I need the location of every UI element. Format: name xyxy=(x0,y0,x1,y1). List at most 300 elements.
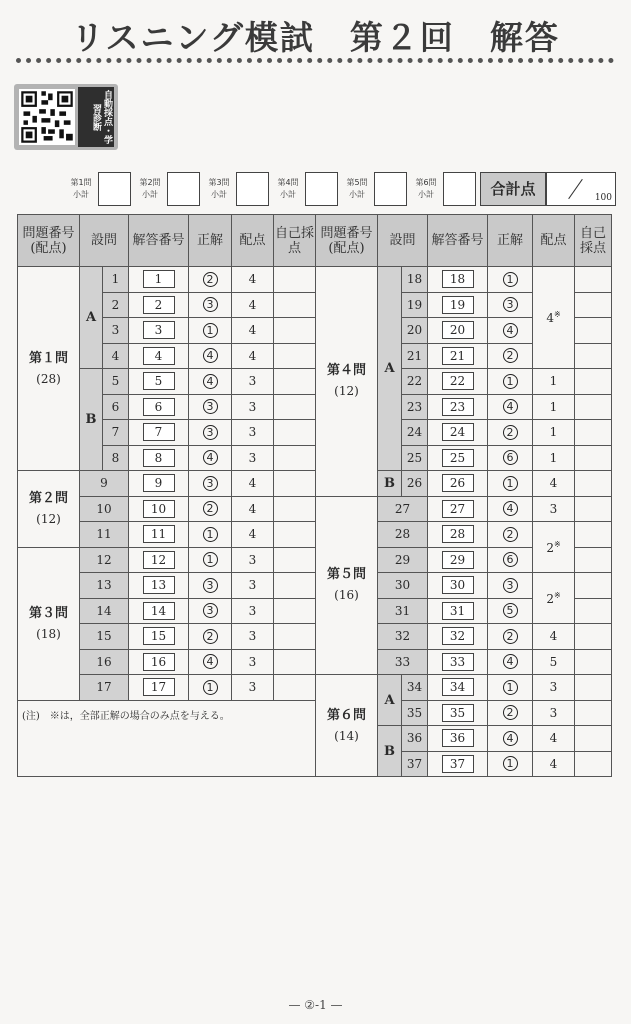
points-cell: 5 xyxy=(533,649,575,675)
self-score-cell[interactable] xyxy=(274,292,316,318)
answer-no-box: 2 xyxy=(143,296,175,314)
points-value: 2 xyxy=(546,540,554,555)
answer-no-box: 30 xyxy=(442,576,474,594)
self-score-cell[interactable] xyxy=(274,598,316,624)
correct-cell xyxy=(488,318,533,344)
answer-no-box: 19 xyxy=(442,296,474,314)
answer-no-box: 7 xyxy=(143,423,175,441)
self-score-cell[interactable] xyxy=(274,573,316,599)
table-row xyxy=(18,496,612,522)
question-no: 37 xyxy=(402,751,428,777)
answer-no-cell xyxy=(129,624,189,650)
question-no: 34 xyxy=(402,675,428,701)
correct-cell xyxy=(189,420,232,446)
header-answer-no: 解答番号 xyxy=(428,215,488,267)
points-cell: 3 xyxy=(232,624,274,650)
self-score-cell[interactable] xyxy=(575,624,612,650)
correct-answer-circle: 4 xyxy=(203,374,218,389)
correct-cell xyxy=(189,675,232,701)
question-no: 21 xyxy=(402,343,428,369)
correct-cell xyxy=(189,445,232,471)
correct-answer-circle: 3 xyxy=(203,476,218,491)
points-cell: 3 xyxy=(232,547,274,573)
self-score-cell[interactable] xyxy=(575,522,612,548)
self-score-cell[interactable] xyxy=(274,624,316,650)
answer-no-cell xyxy=(428,547,488,573)
answer-no-cell xyxy=(428,496,488,522)
correct-answer-circle: 1 xyxy=(503,680,518,695)
correct-cell xyxy=(189,292,232,318)
sub-cell: B xyxy=(378,726,402,777)
self-score-cell[interactable] xyxy=(274,267,316,293)
correct-cell xyxy=(488,675,533,701)
qr-code-icon[interactable] xyxy=(19,89,75,145)
subtotal-box-6[interactable] xyxy=(443,172,476,206)
sub-cell: A xyxy=(378,267,402,471)
answer-no-cell xyxy=(428,573,488,599)
correct-answer-circle: 6 xyxy=(503,552,518,567)
correct-cell xyxy=(189,598,232,624)
answer-no-box: 16 xyxy=(143,653,175,671)
self-score-cell[interactable] xyxy=(575,292,612,318)
question-no: 35 xyxy=(402,700,428,726)
answer-no-cell xyxy=(129,496,189,522)
self-score-cell[interactable] xyxy=(274,471,316,497)
table-row xyxy=(18,573,612,599)
answer-no-cell xyxy=(428,471,488,497)
self-score-cell[interactable] xyxy=(575,649,612,675)
points-cell: 4 xyxy=(232,267,274,293)
subtotal-label-5: 第5問 小計 xyxy=(346,178,368,199)
note-text: (注) ※は，全部正解の場合のみ点を与える。 xyxy=(22,710,230,722)
answer-no-box: 4 xyxy=(143,347,175,365)
group-cell-2 xyxy=(18,471,80,548)
self-score-cell[interactable] xyxy=(575,394,612,420)
answer-no-cell xyxy=(129,394,189,420)
points-cell: 1 xyxy=(533,394,575,420)
self-score-cell[interactable] xyxy=(274,649,316,675)
correct-cell xyxy=(488,547,533,573)
points-cell: 3 xyxy=(232,573,274,599)
group-cell-6 xyxy=(316,675,378,777)
answer-no-box: 37 xyxy=(442,755,474,773)
sub-cell: B xyxy=(80,369,103,471)
answer-no-cell xyxy=(428,318,488,344)
table-row xyxy=(18,420,612,446)
self-score-cell[interactable] xyxy=(575,573,612,599)
answer-no-cell xyxy=(428,726,488,752)
question-no: 22 xyxy=(402,369,428,395)
self-score-cell[interactable] xyxy=(274,675,316,701)
question-no: 10 xyxy=(80,496,129,522)
question-no: 26 xyxy=(402,471,428,497)
self-score-cell[interactable] xyxy=(575,471,612,497)
answer-no-cell xyxy=(129,675,189,701)
answer-no-box: 22 xyxy=(442,372,474,390)
answer-no-box: 36 xyxy=(442,729,474,747)
answer-no-cell xyxy=(129,445,189,471)
group-name: 第１問 xyxy=(28,350,68,366)
answer-no-box: 10 xyxy=(143,500,175,518)
correct-cell xyxy=(189,547,232,573)
table-row xyxy=(18,624,612,650)
answer-no-box: 26 xyxy=(442,474,474,492)
table-row xyxy=(18,471,612,497)
points-cell xyxy=(533,522,575,573)
note-cell xyxy=(18,700,316,777)
answer-no-box: 1 xyxy=(143,270,175,288)
question-no: 30 xyxy=(378,573,428,599)
correct-cell xyxy=(488,700,533,726)
correct-answer-circle: 3 xyxy=(203,297,218,312)
points-cell: 4 xyxy=(533,624,575,650)
answer-no-cell xyxy=(129,292,189,318)
qr-block[interactable] xyxy=(14,84,118,150)
answer-no-box: 25 xyxy=(442,449,474,467)
correct-answer-circle: 2 xyxy=(503,348,518,363)
answer-no-cell xyxy=(129,522,189,548)
correct-answer-circle: 1 xyxy=(503,374,518,389)
header-question: 問題番号(配点) xyxy=(18,215,80,267)
correct-cell xyxy=(488,420,533,446)
points-cell: 3 xyxy=(232,598,274,624)
correct-cell xyxy=(488,624,533,650)
table-row xyxy=(18,598,612,624)
correct-answer-circle: 3 xyxy=(203,578,218,593)
answer-no-cell xyxy=(129,471,189,497)
answer-no-cell xyxy=(428,598,488,624)
correct-cell xyxy=(488,343,533,369)
correct-answer-circle: 3 xyxy=(503,297,518,312)
correct-cell xyxy=(488,598,533,624)
self-score-cell[interactable] xyxy=(575,751,612,777)
answer-no-cell xyxy=(428,369,488,395)
answer-no-box: 12 xyxy=(143,551,175,569)
table-row xyxy=(18,292,612,318)
correct-answer-circle: 4 xyxy=(503,501,518,516)
subtotal-box-5[interactable] xyxy=(374,172,407,206)
correct-cell xyxy=(488,292,533,318)
self-score-cell[interactable] xyxy=(274,420,316,446)
group-points: (28) xyxy=(36,371,61,386)
points-cell: 4 xyxy=(533,751,575,777)
correct-cell xyxy=(189,394,232,420)
question-no: 15 xyxy=(80,624,129,650)
answer-no-box: 20 xyxy=(442,321,474,339)
points-cell: 4 xyxy=(232,292,274,318)
points-cell: 1 xyxy=(533,445,575,471)
points-cell: 3 xyxy=(232,394,274,420)
self-score-cell[interactable] xyxy=(575,496,612,522)
answer-no-box: 21 xyxy=(442,347,474,365)
answer-no-cell xyxy=(428,751,488,777)
self-score-cell[interactable] xyxy=(575,267,612,293)
correct-answer-circle: 1 xyxy=(203,527,218,542)
correct-answer-circle: 3 xyxy=(503,578,518,593)
answer-no-cell xyxy=(129,369,189,395)
group-name: 第５問 xyxy=(326,567,366,583)
answer-no-box: 34 xyxy=(442,678,474,696)
correct-cell xyxy=(488,369,533,395)
self-score-cell[interactable] xyxy=(274,547,316,573)
group-name: 第６問 xyxy=(326,707,366,723)
sub-cell: B xyxy=(378,471,402,497)
correct-cell xyxy=(488,726,533,752)
group-points: (12) xyxy=(334,384,359,399)
table-row xyxy=(18,547,612,573)
question-no: 5 xyxy=(103,369,129,395)
correct-answer-circle: 4 xyxy=(503,323,518,338)
subtotal-label-2: 第2問 小計 xyxy=(139,178,161,199)
points-cell: 1 xyxy=(533,369,575,395)
points-cell: 4 xyxy=(533,726,575,752)
answer-no-cell xyxy=(428,343,488,369)
subtotal-label-4: 第4問 小計 xyxy=(277,178,299,199)
group-cell-1 xyxy=(18,267,80,471)
answer-no-box: 17 xyxy=(143,678,175,696)
answer-no-cell xyxy=(129,318,189,344)
correct-answer-circle: 2 xyxy=(503,629,518,644)
answer-no-cell xyxy=(428,624,488,650)
table-row xyxy=(18,649,612,675)
question-no: 19 xyxy=(402,292,428,318)
answer-no-cell xyxy=(428,267,488,293)
answer-no-box: 15 xyxy=(143,627,175,645)
self-score-cell[interactable] xyxy=(575,420,612,446)
self-score-cell[interactable] xyxy=(575,547,612,573)
answer-no-cell xyxy=(428,700,488,726)
answer-no-cell xyxy=(428,675,488,701)
answer-no-box: 6 xyxy=(143,398,175,416)
answer-no-box: 3 xyxy=(143,321,175,339)
answer-no-box: 29 xyxy=(442,551,474,569)
self-score-cell[interactable] xyxy=(575,675,612,701)
correct-answer-circle: 6 xyxy=(503,450,518,465)
correct-cell xyxy=(488,471,533,497)
question-no: 9 xyxy=(80,471,129,497)
self-score-cell[interactable] xyxy=(274,522,316,548)
points-cell: 4 xyxy=(533,471,575,497)
question-no: 13 xyxy=(80,573,129,599)
correct-answer-circle: 1 xyxy=(203,552,218,567)
question-no: 4 xyxy=(103,343,129,369)
correct-answer-circle: 2 xyxy=(203,272,218,287)
qr-auto-scoring-label: 自動採点・学習診断 xyxy=(78,87,114,147)
answer-no-cell xyxy=(129,598,189,624)
correct-cell xyxy=(189,318,232,344)
header-points: 配点 xyxy=(232,215,274,267)
correct-answer-circle: 1 xyxy=(503,476,518,491)
correct-answer-circle: 4 xyxy=(503,731,518,746)
header-self: 自己採点 xyxy=(274,215,316,267)
answer-no-cell xyxy=(129,420,189,446)
subtotal-box-3[interactable] xyxy=(236,172,269,206)
points-cell: 4 xyxy=(232,471,274,497)
correct-cell xyxy=(189,471,232,497)
table-row xyxy=(18,394,612,420)
answer-no-box: 27 xyxy=(442,500,474,518)
correct-answer-circle: 3 xyxy=(203,399,218,414)
answer-no-box: 13 xyxy=(143,576,175,594)
table-row xyxy=(18,522,612,548)
question-no: 20 xyxy=(402,318,428,344)
correct-cell xyxy=(189,267,232,293)
correct-answer-circle: 2 xyxy=(503,425,518,440)
subtotal-box-4[interactable] xyxy=(305,172,338,206)
self-score-cell[interactable] xyxy=(274,318,316,344)
self-score-cell[interactable] xyxy=(575,726,612,752)
self-score-cell[interactable] xyxy=(575,318,612,344)
correct-cell xyxy=(488,445,533,471)
answer-no-cell xyxy=(129,649,189,675)
correct-answer-circle: 4 xyxy=(203,654,218,669)
answer-no-cell xyxy=(129,267,189,293)
points-cell: 1 xyxy=(533,420,575,446)
self-score-cell[interactable] xyxy=(274,445,316,471)
correct-answer-circle: 2 xyxy=(503,705,518,720)
points-cell: 3 xyxy=(232,675,274,701)
answer-no-box: 18 xyxy=(442,270,474,288)
subtotal-box-1[interactable] xyxy=(98,172,131,206)
group-name: 第４問 xyxy=(326,363,366,379)
correct-cell xyxy=(189,649,232,675)
question-no: 28 xyxy=(378,522,428,548)
header-row xyxy=(18,215,612,267)
correct-answer-circle: 2 xyxy=(203,629,218,644)
self-score-cell[interactable] xyxy=(274,369,316,395)
self-score-cell[interactable] xyxy=(575,598,612,624)
page-title: リスニング模試 第２回 解答 xyxy=(71,18,560,57)
header-answer-no: 解答番号 xyxy=(129,215,189,267)
total-slash xyxy=(568,179,583,199)
correct-cell xyxy=(488,751,533,777)
header-sub: 設問 xyxy=(80,215,129,267)
page-footer: — ②-1 — xyxy=(288,998,343,1012)
correct-answer-circle: 5 xyxy=(503,603,518,618)
self-score-cell[interactable] xyxy=(274,394,316,420)
group-points: (14) xyxy=(334,728,359,743)
question-no: 33 xyxy=(378,649,428,675)
question-no: 18 xyxy=(402,267,428,293)
group-points: (16) xyxy=(334,588,359,603)
header-points: 配点 xyxy=(533,215,575,267)
self-score-cell[interactable] xyxy=(575,700,612,726)
answer-no-box: 14 xyxy=(143,602,175,620)
correct-cell xyxy=(189,369,232,395)
table-row xyxy=(18,267,612,293)
answer-no-cell xyxy=(129,547,189,573)
total-score-label: 合計点 xyxy=(480,172,546,206)
answer-no-box: 35 xyxy=(442,704,474,722)
answer-no-cell xyxy=(129,343,189,369)
answer-no-box: 9 xyxy=(143,474,175,492)
question-no: 11 xyxy=(80,522,129,548)
header-sub: 設問 xyxy=(378,215,428,267)
table-row xyxy=(18,343,612,369)
points-cell: 3 xyxy=(232,369,274,395)
answer-no-cell xyxy=(428,522,488,548)
total-denominator: 100 xyxy=(594,193,612,203)
header-question: 問題番号(配点) xyxy=(316,215,378,267)
answer-no-cell xyxy=(428,394,488,420)
group-points: (12) xyxy=(36,511,61,526)
header-self: 自己採点 xyxy=(575,215,612,267)
points-cell xyxy=(533,573,575,624)
answer-no-box: 28 xyxy=(442,525,474,543)
points-cell xyxy=(533,267,575,369)
correct-cell xyxy=(488,649,533,675)
answer-no-box: 24 xyxy=(442,423,474,441)
points-cell: 3 xyxy=(533,700,575,726)
question-no: 32 xyxy=(378,624,428,650)
self-score-cell[interactable] xyxy=(575,369,612,395)
self-score-cell[interactable] xyxy=(274,496,316,522)
sub-cell: A xyxy=(80,267,103,369)
table-row xyxy=(18,700,612,726)
question-no: 8 xyxy=(103,445,129,471)
correct-cell xyxy=(189,624,232,650)
answer-no-cell xyxy=(428,292,488,318)
answer-no-box: 33 xyxy=(442,653,474,671)
asterisk-mark: ※ xyxy=(553,310,561,319)
question-no: 24 xyxy=(402,420,428,446)
table-row xyxy=(18,675,612,701)
subtotal-label-1: 第1問 小計 xyxy=(70,178,92,199)
correct-answer-circle: 4 xyxy=(203,450,218,465)
question-no: 3 xyxy=(103,318,129,344)
self-score-cell[interactable] xyxy=(575,343,612,369)
table-row xyxy=(18,369,612,395)
total-score-box[interactable] xyxy=(546,172,616,206)
correct-answer-circle: 3 xyxy=(203,425,218,440)
points-cell: 3 xyxy=(232,649,274,675)
question-no: 25 xyxy=(402,445,428,471)
group-points: (18) xyxy=(36,626,61,641)
points-cell: 4 xyxy=(232,343,274,369)
points-cell: 3 xyxy=(533,496,575,522)
subtotal-box-2[interactable] xyxy=(167,172,200,206)
question-no: 31 xyxy=(378,598,428,624)
self-score-cell[interactable] xyxy=(274,343,316,369)
sub-cell: A xyxy=(378,675,402,726)
correct-cell xyxy=(189,496,232,522)
group-cell-3 xyxy=(18,547,80,700)
group-name: 第３問 xyxy=(28,605,68,621)
title-dotted-rule xyxy=(16,58,614,63)
question-no: 1 xyxy=(103,267,129,293)
answer-no-box: 11 xyxy=(143,525,175,543)
correct-cell xyxy=(189,343,232,369)
correct-cell xyxy=(189,522,232,548)
table-row xyxy=(18,445,612,471)
table-row xyxy=(18,318,612,344)
answer-no-box: 23 xyxy=(442,398,474,416)
question-no: 14 xyxy=(80,598,129,624)
question-no: 17 xyxy=(80,675,129,701)
question-no: 16 xyxy=(80,649,129,675)
correct-answer-circle: 4 xyxy=(503,399,518,414)
question-no: 23 xyxy=(402,394,428,420)
correct-cell xyxy=(488,394,533,420)
header-correct: 正解 xyxy=(488,215,533,267)
points-cell: 3 xyxy=(533,675,575,701)
header-correct: 正解 xyxy=(189,215,232,267)
answer-no-cell xyxy=(428,649,488,675)
answer-no-box: 8 xyxy=(143,449,175,467)
points-cell: 3 xyxy=(232,445,274,471)
self-score-cell[interactable] xyxy=(575,445,612,471)
answer-no-cell xyxy=(129,573,189,599)
